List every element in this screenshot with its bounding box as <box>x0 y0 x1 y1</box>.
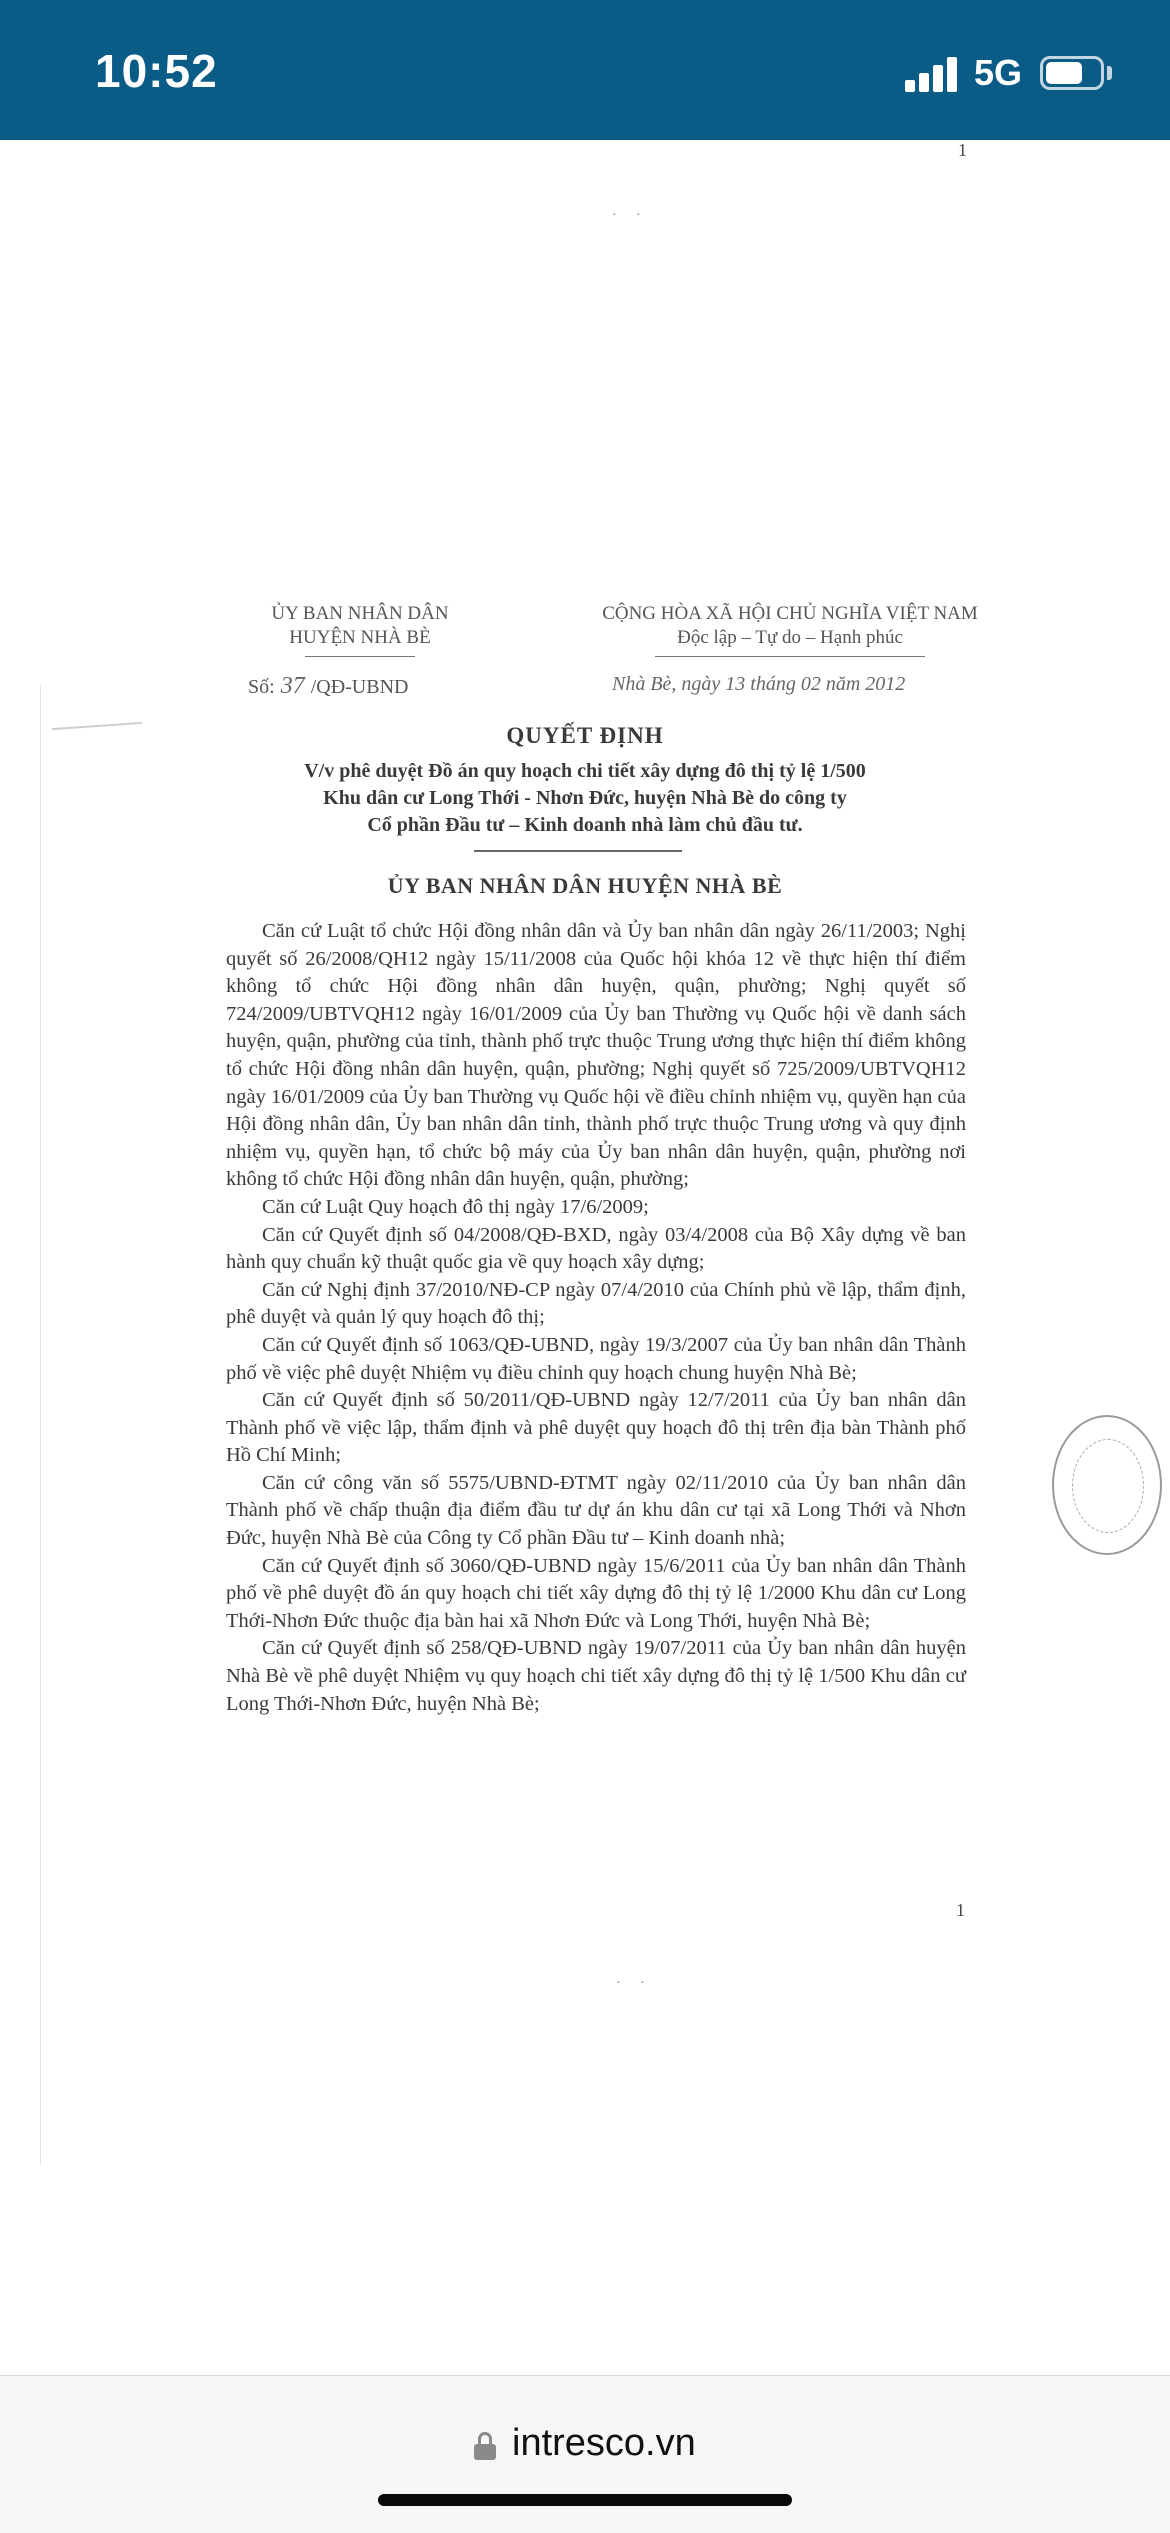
page-number-top: 1 <box>958 140 967 160</box>
url-text[interactable]: intresco.vn <box>512 2422 696 2464</box>
browser-url-bar[interactable] <box>0 2375 1170 2533</box>
subtitle-divider <box>474 850 682 852</box>
scan-edge <box>40 685 41 2165</box>
header-left-rule <box>305 656 415 657</box>
battery-cap <box>1107 66 1112 80</box>
basis-paragraph: Căn cứ Quyết định số 1063/QĐ-UBND, ngày 19/3/2007 của Ủy ban nhân dân Thành phố về việc phê duyệt Nhiệm vụ điều chỉnh quy hoạch chung huyện Nhà Bè; <box>226 1333 966 1384</box>
issuing-authority: ỦY BAN NHÂN DÂN HUYỆN NHÀ BÈ <box>387 873 783 898</box>
so-number: 37 <box>280 673 305 699</box>
seal-stamp-icon <box>1052 1415 1162 1555</box>
lock-icon <box>474 2432 496 2460</box>
legal-basis <box>226 918 966 1718</box>
document-viewer[interactable] <box>0 140 1170 2375</box>
network-type: 5G <box>974 52 1023 93</box>
basis-paragraph: Căn cứ Quyết định số 50/2011/QĐ-UBND ngày 12/7/2011 của Ủy ban nhân dân Thành phố về việc lập, thẩm định và phê duyệt quy hoạch đô thị trên địa bàn Thành phố Hồ Chí Minh; <box>226 1389 966 1467</box>
home-indicator[interactable] <box>378 2494 792 2506</box>
scan-speck: · · <box>612 208 649 223</box>
header-right-line1: CỘNG HÒA XÃ HỘI CHỦ NGHĨA VIỆT NAM <box>602 603 978 624</box>
status-bar <box>0 0 1170 140</box>
basis-paragraph: Căn cứ Quyết định số 258/QĐ-UBND ngày 19/07/2011 của Ủy ban nhân dân huyện Nhà Bè về phê duyệt Nhiệm vụ quy hoạch chi tiết xây dựng đô thị tỷ lệ 1/500 Khu dân cư Long Thới-Nhơn Đức, huyện Nhà Bè; <box>226 1637 966 1715</box>
document-subtitle <box>0 758 1170 839</box>
basis-paragraph: Căn cứ Luật Quy hoạch đô thị ngày 17/6/2009; <box>262 1195 649 1218</box>
header-right-line2: Độc lập – Tự do – Hạnh phúc <box>677 627 903 648</box>
so-suffix: /QĐ-UBND <box>310 676 409 698</box>
header-left <box>240 602 480 657</box>
basis-paragraph: Căn cứ Quyết định số 04/2008/QĐ-BXD, ngày 03/4/2008 của Bộ Xây dựng về ban hành quy chuẩn kỹ thuật quốc gia về quy hoạch xây dựng; <box>226 1223 966 1274</box>
signal-bars-icon <box>905 56 961 92</box>
page-number-bottom: 1 <box>956 1900 965 1920</box>
so-prefix: Số: <box>248 676 275 698</box>
subtitle-line: Khu dân cư Long Thới - Nhơn Đức, huyện Nhà Bè do công ty <box>323 787 847 809</box>
header-right-rule <box>655 656 925 657</box>
header-right <box>560 602 1020 657</box>
document-number <box>248 673 408 700</box>
header-left-line1: ỦY BAN NHÂN DÂN <box>271 603 449 624</box>
battery-icon <box>1040 56 1104 90</box>
basis-paragraph: Căn cứ công văn số 5575/UBND-ĐTMT ngày 02/11/2010 của Ủy ban nhân dân Thành phố về chấp thuận địa điểm đầu tư dự án khu dân cư tại xã Long Thới và Nhơn Đức, huyện Nhà Bè của Công ty Cổ phần Đầu tư – Kinh doanh nhà; <box>226 1471 966 1550</box>
basis-paragraph: Căn cứ Luật tổ chức Hội đồng nhân dân và Ủy ban nhân dân ngày 26/11/2003; Nghị quyết số 26/2008/QH12 ngày 15/11/2008 của Quốc hội khóa 12 về thực hiện thí điểm không tổ chức Hội đồng nhân dân huyện, quận, phường; Nghị quyết số 724/2009/UBTVQH12 ngày 16/01/2009 của Ủy ban Thường vụ Quốc hội về danh sách huyện, quận, phường của tỉnh, thành phố trực thuộc Trung ương thực hiện thí điểm không tổ chức Hội đồng nhân dân huyện, quận, phường; Nghị quyết số 725/2009/UBTVQH12 ngày 16/01/2009 của Ủy ban Thường vụ Quốc hội về điều chỉnh nhiệm vụ, quyền hạn của Hội đồng nhân dân, Ủy ban nhân dân tỉnh, thành phố trực thuộc Trung ương và quy định nhiệm vụ, quyền hạn, tổ chức bộ máy của Ủy ban nhân dân huyện, quận, phường nơi không tổ chức Hội đồng nhân dân huyện, quận, phường; <box>226 920 966 1191</box>
scan-speck: · · <box>616 1976 653 1991</box>
basis-paragraph: Căn cứ Nghị định 37/2010/NĐ-CP ngày 07/4/2010 của Chính phủ về lập, thẩm định, phê duyệt và quản lý quy hoạch đô thị; <box>226 1278 966 1329</box>
document-date: Nhà Bè, ngày 13 tháng 02 năm 2012 <box>612 673 906 695</box>
document-title: QUYẾT ĐỊNH <box>506 723 664 748</box>
subtitle-line: Cổ phần Đầu tư – Kinh doanh nhà làm chủ đầu tư. <box>367 814 803 836</box>
header-left-line2: HUYỆN NHÀ BÈ <box>289 627 431 648</box>
subtitle-line: V/v phê duyệt Đồ án quy hoạch chi tiết xây dựng đô thị tỷ lệ 1/500 <box>304 760 866 782</box>
basis-paragraph: Căn cứ Quyết định số 3060/QĐ-UBND ngày 15/6/2011 của Ủy ban nhân dân Thành phố về phê duyệt đồ án quy hoạch chi tiết xây dựng đô thị tỷ lệ 1/2000 Khu dân cư Long Thới-Nhơn Đức thuộc địa bàn hai xã Nhơn Đức và Long Thới, huyện Nhà Bè; <box>226 1554 966 1632</box>
status-time: 10:52 <box>95 45 218 97</box>
